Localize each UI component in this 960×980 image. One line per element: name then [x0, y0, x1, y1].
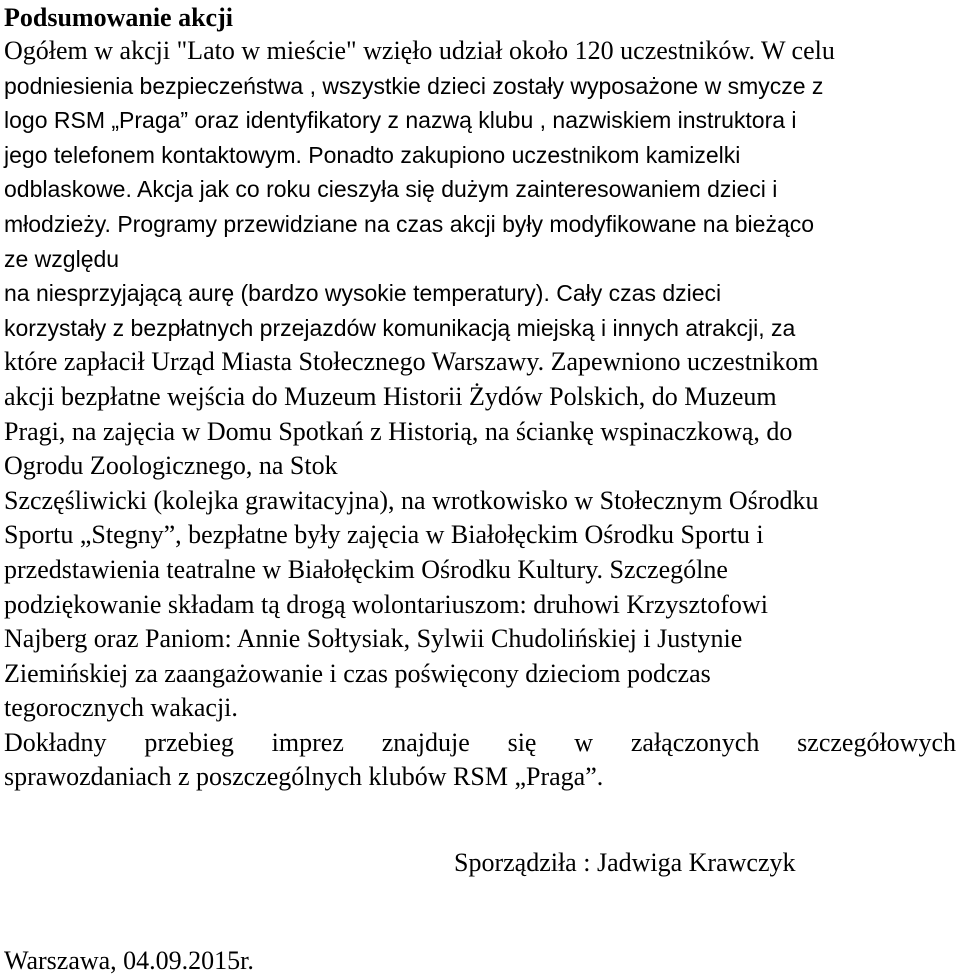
text-line: Najberg oraz Paniom: Annie Sołtysiak, Sylwii Chudolińskiej i Justynie [4, 624, 743, 654]
text-line: odblaskowe. Akcja jak co roku cieszyła się dużym zainteresowaniem dzieci i [4, 176, 778, 203]
text-line: logo RSM „Praga” oraz identyfikatory z nazwą klubu , nazwiskiem instruktora i [4, 107, 797, 134]
text-line: Ogółem w akcji "Lato w mieście" wzięło udział około 120 uczestników. W celu [4, 36, 835, 65]
text-line: podziękowanie składam tą drogą wolontariuszom: druhowi Krzysztofowi [4, 589, 768, 619]
text-line: przedstawienia teatralne w Białołęckim Ośrodku Kultury. Szczególne [4, 554, 728, 584]
text-line: które zapłacił Urząd Miasta Stołecznego Warszawy. Zapewniono uczestnikom [4, 347, 819, 377]
text-line: Sportu „Stegny”, bezpłatne były zajęcia w Białołęckim Ośrodku Sportu i [4, 520, 764, 550]
text-line: Szczęśliwicki (kolejka grawitacyjna), na wrotkowisko w Stołecznym Ośrodku [4, 485, 819, 515]
text-line: Ogrodu Zoologicznego, na Stok [4, 451, 338, 481]
text-line: Ziemińskiej za zaangażowanie i czas poświęcony dzieciom podczas [4, 658, 711, 688]
text-line: Dokładny przebieg imprez znajduje się w załączonych szczegółowych [4, 727, 956, 757]
signature: Sporządziła : Jadwiga Krawczyk [454, 848, 796, 877]
text-line: jego telefonem kontaktowym. Ponadto zakupiono uczestnikom kamizelki [4, 141, 741, 168]
text-line: ze względu [4, 245, 120, 272]
text-line: podniesienia bezpieczeństwa , wszystkie dzieci zostały wyposażone w smycze z [4, 72, 824, 99]
text-line: sprawozdaniach z poszczególnych klubów RSM „Praga”. [4, 762, 604, 792]
closing-paragraph [4, 726, 956, 795]
text-line: młodzieży. Programy przewidziane na czas akcji były modyfikowane na bieżąco [4, 210, 815, 237]
text-line: Pragi, na zajęcia w Domu Spotkań z Historią, na ściankę wspinaczkową, do [4, 416, 793, 446]
text-line: tegorocznych wakacji. [4, 693, 238, 723]
text-line: akcji bezpłatne wejścia do Muzeum Historii Żydów Polskich, do Muzeum [4, 381, 777, 411]
place-and-date: Warszawa, 04.09.2015r. [4, 946, 254, 975]
document-body [4, 0, 956, 795]
document-title: Podsumowanie akcji [4, 3, 233, 32]
text-line: na niesprzyjającą aurę (bardzo wysokie temperatury). Cały czas dzieci [4, 280, 722, 307]
text-line: korzystały z bezpłatnych przejazdów komunikacją miejską i innych atrakcji, za [4, 314, 796, 341]
summary-paragraph [4, 34, 956, 726]
